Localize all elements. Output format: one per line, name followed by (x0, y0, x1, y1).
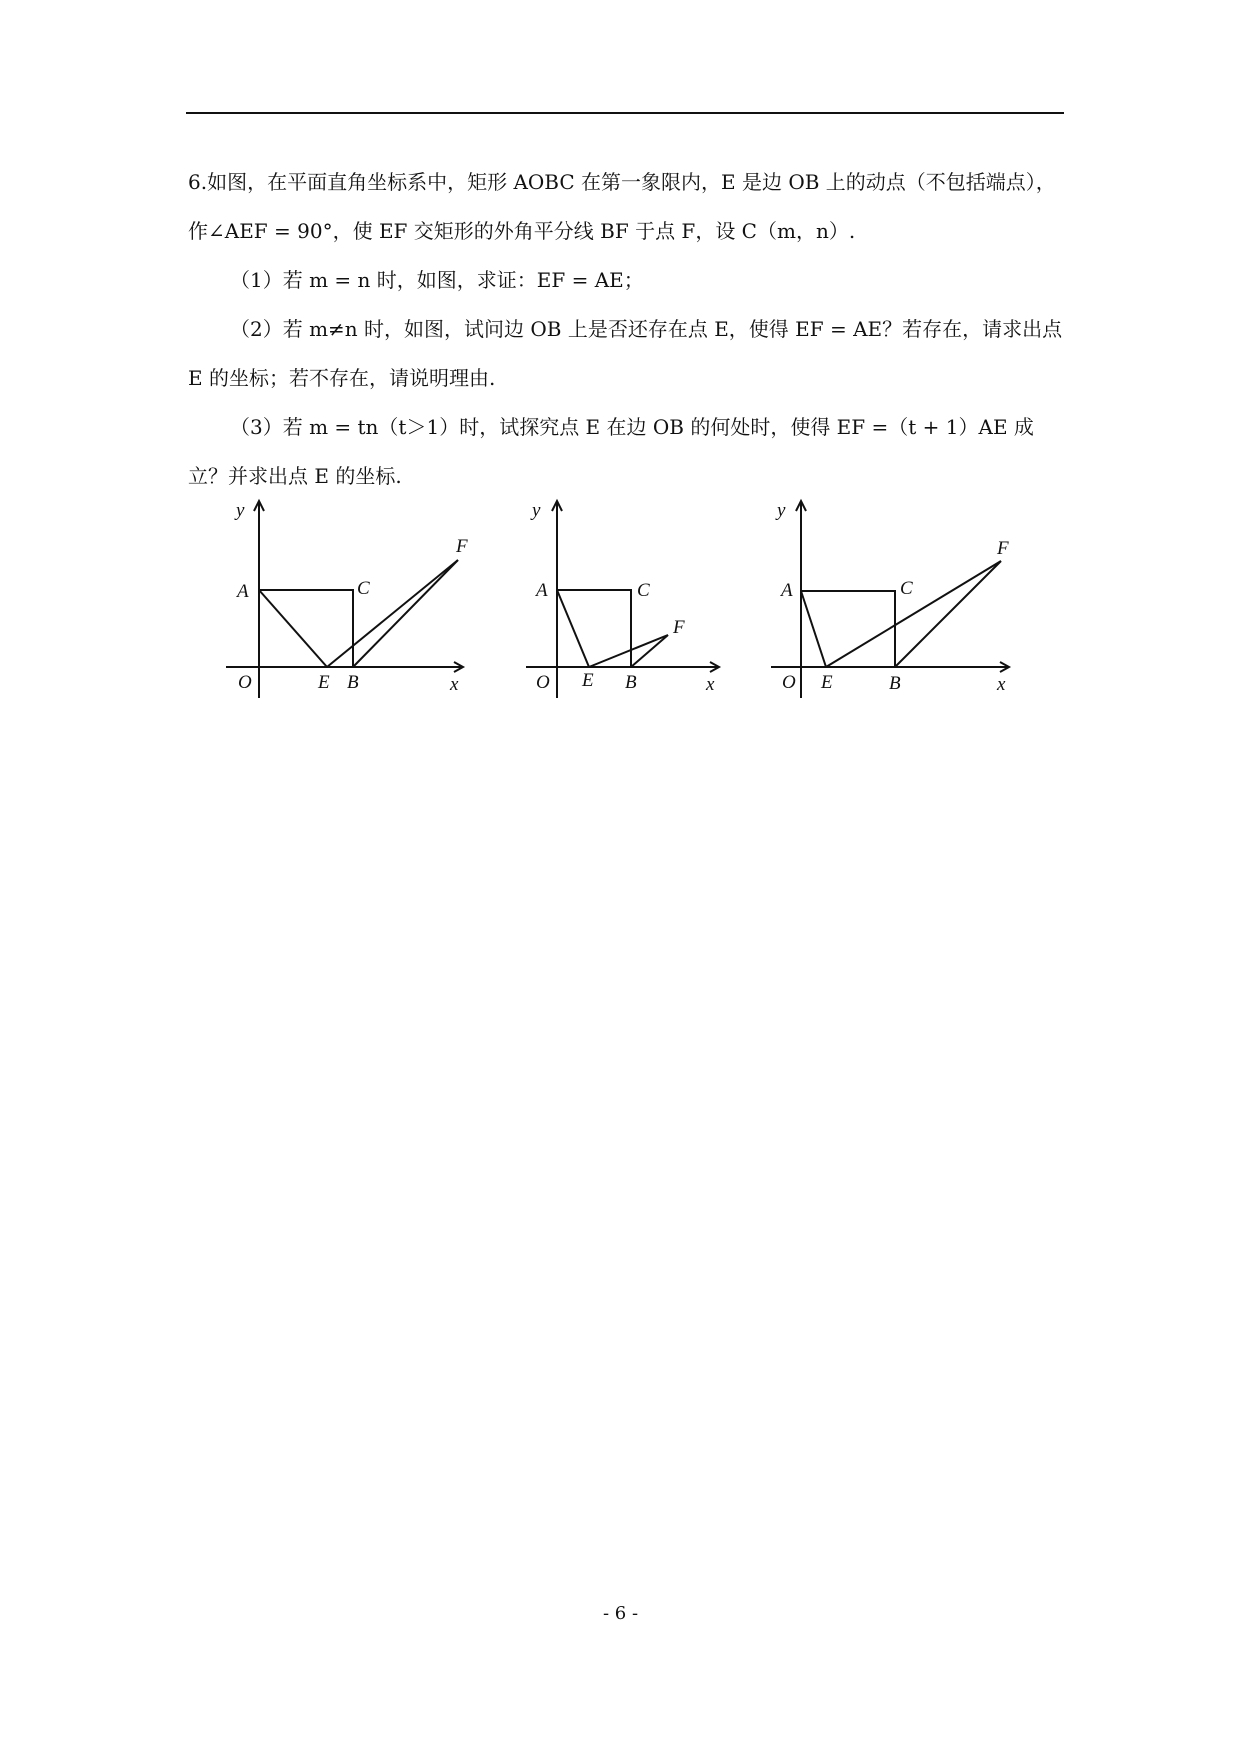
segment-bf (895, 561, 1001, 667)
label-a: A (237, 581, 249, 602)
label-x: x (706, 674, 715, 695)
label-y: y (236, 500, 245, 521)
segment-ae (259, 590, 327, 667)
label-e: E (318, 672, 330, 693)
label-x: x (450, 674, 459, 695)
page-number: - 6 - (602, 1603, 639, 1624)
label-f: F (456, 536, 468, 557)
label-o: O (536, 672, 550, 693)
header-rule (186, 112, 1064, 114)
label-b: B (347, 672, 359, 693)
segment-ef (826, 561, 1001, 667)
label-c: C (637, 580, 650, 601)
figures-row (0, 490, 1241, 710)
figure-1 (220, 490, 480, 714)
segment-bf (631, 635, 668, 667)
figure-3 (765, 490, 1025, 714)
label-y: y (532, 500, 541, 521)
figure-2 (520, 490, 730, 714)
rectangle-aobc (801, 591, 895, 667)
label-a: A (536, 580, 548, 601)
segment-bf (353, 560, 458, 667)
figure-2-diagram (520, 490, 730, 710)
question-part-2: （2）若 m≠n 时，如图，试问边 OB 上是否还存在点 E，使得 EF = AE？若存在，请求出点 E 的坐标；若不存在，请说明理由. (188, 317, 1063, 390)
segment-ef (327, 560, 458, 667)
figure-1-diagram (220, 490, 480, 710)
label-y: y (777, 500, 786, 521)
label-c: C (900, 578, 913, 599)
label-e: E (582, 670, 594, 691)
segment-ae (557, 590, 589, 667)
label-e: E (821, 672, 833, 693)
segment-ae (801, 591, 826, 667)
rectangle-aobc (259, 590, 353, 667)
label-f: F (673, 617, 685, 638)
problem-statement: 6.如图，在平面直角坐标系中，矩形 AOBC 在第一象限内，E 是边 OB 上的动点（不包括端点），作∠AEF = 90°，使 EF 交矩形的外角平分线 BF 于点 F，设 C（m，n）. (188, 170, 1056, 243)
question-part-3: （3）若 m = tn（t＞1）时，试探究点 E 在边 OB 的何处时，使得 EF =（t + 1）AE 成立？并求出点 E 的坐标. (188, 415, 1034, 488)
label-b: B (625, 672, 637, 693)
question-part-1: （1）若 m = n 时，如图，求证：EF = AE； (230, 268, 644, 292)
segment-ef (589, 635, 668, 667)
label-b: B (889, 673, 901, 694)
label-o: O (782, 672, 796, 693)
label-a: A (781, 580, 793, 601)
label-x: x (997, 674, 1006, 695)
label-f: F (997, 538, 1009, 559)
problem-text (188, 158, 1064, 501)
figure-3-diagram (765, 490, 1025, 710)
label-o: O (238, 672, 252, 693)
label-c: C (357, 578, 370, 599)
